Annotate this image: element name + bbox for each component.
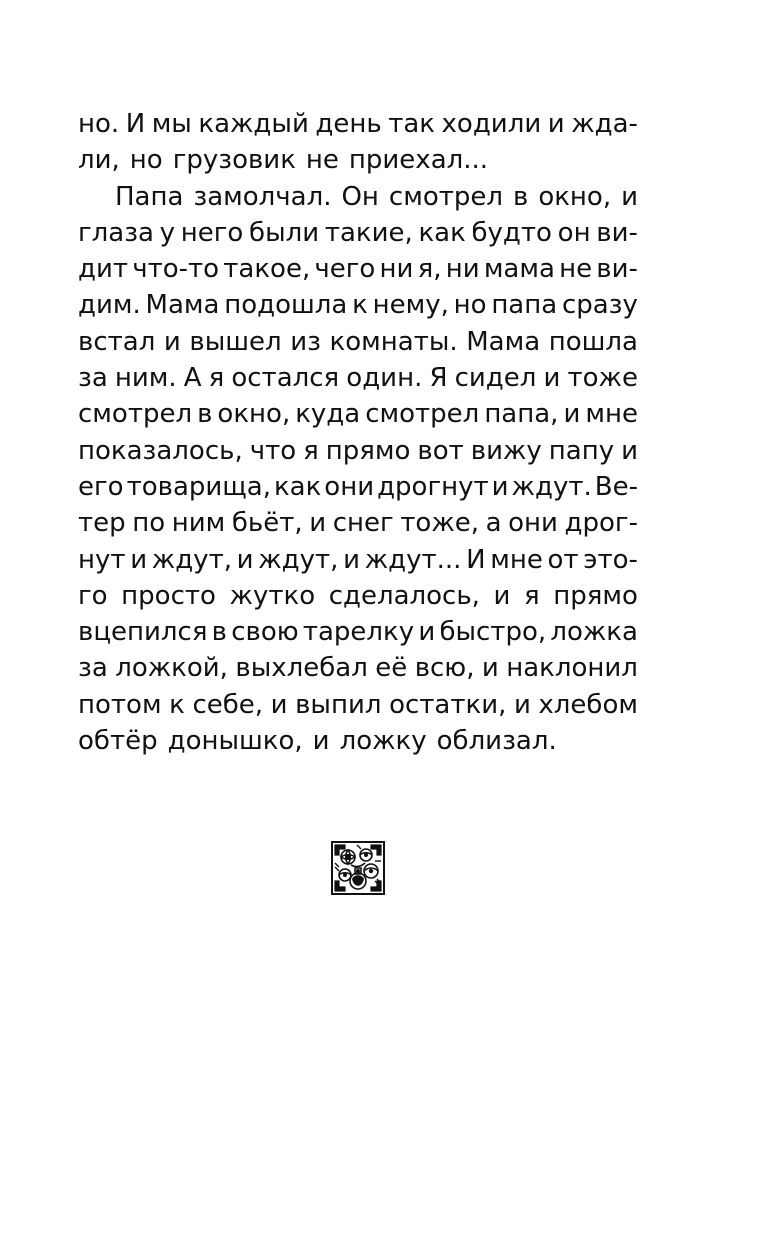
text-word: дрог- xyxy=(564,508,638,539)
text-word: просто xyxy=(121,580,216,611)
text-word: го xyxy=(78,580,108,611)
text-word: И xyxy=(466,544,486,575)
text-word: ни xyxy=(445,254,480,285)
text-line xyxy=(78,469,638,505)
text-word: комнаты. xyxy=(329,326,458,357)
text-word: товарища, xyxy=(126,471,271,502)
text-word: такое, xyxy=(223,254,311,285)
text-word: куда xyxy=(295,399,361,430)
text-word: не xyxy=(559,254,593,285)
text-word: это- xyxy=(583,544,638,575)
text-word: и xyxy=(343,544,361,575)
text-word: и xyxy=(270,689,288,720)
text-word: прямо xyxy=(325,435,411,466)
text-word: приехал... xyxy=(348,145,489,176)
text-word: Ве- xyxy=(594,471,638,502)
text-word: него xyxy=(180,217,244,248)
text-word: ли, xyxy=(78,145,120,176)
text-word: Мама xyxy=(466,326,541,357)
text-word: ходили xyxy=(441,109,542,139)
text-word: он xyxy=(557,217,591,248)
text-word: окно, xyxy=(217,399,291,430)
text-word: быстро, xyxy=(439,617,547,648)
text-line xyxy=(78,106,638,142)
text-word: И xyxy=(125,109,146,139)
text-word: тер xyxy=(78,508,126,539)
text-word: сразу xyxy=(561,290,638,321)
text-word: сделалось, xyxy=(328,580,480,611)
text-word: нут xyxy=(78,544,126,575)
text-word: её xyxy=(375,653,408,684)
text-word: донышко, xyxy=(167,726,303,757)
text-word: тоже xyxy=(567,363,638,394)
text-word: мне xyxy=(490,544,543,575)
text-word: ним. xyxy=(114,363,177,394)
text-word: ложкой, xyxy=(115,653,228,684)
text-word: и xyxy=(236,544,254,575)
text-line xyxy=(78,142,638,178)
text-word: остался xyxy=(231,363,340,394)
text-word: Он xyxy=(341,181,379,212)
text-word: ложку xyxy=(339,726,427,757)
text-word: дим. xyxy=(78,290,141,321)
text-word: ждут, xyxy=(258,544,339,575)
text-line xyxy=(78,287,638,323)
text-word: нему, xyxy=(372,290,449,321)
text-word: и xyxy=(547,109,565,139)
text-word: свою xyxy=(231,617,299,648)
text-word: тарелку xyxy=(302,617,415,648)
text-word: день xyxy=(315,109,382,139)
text-word: Мама xyxy=(145,290,220,321)
text-word: к xyxy=(352,290,368,321)
text-line xyxy=(78,324,638,360)
text-line xyxy=(78,614,638,650)
floral-ornament-icon xyxy=(331,841,385,895)
text-word: и xyxy=(493,580,511,611)
text-word: и xyxy=(543,363,561,394)
text-word: папа xyxy=(491,290,558,321)
text-word: и xyxy=(130,544,148,575)
text-word: Папа xyxy=(115,181,184,212)
text-word: выхлебал xyxy=(235,653,368,684)
text-word: облизал. xyxy=(436,726,557,757)
text-word: папа, xyxy=(484,399,559,430)
text-word: я xyxy=(524,580,540,611)
text-word: но. xyxy=(78,109,120,139)
text-word: встал xyxy=(78,326,156,357)
text-word: они xyxy=(324,471,375,502)
text-word: ни xyxy=(379,254,414,285)
text-word: чего xyxy=(314,254,376,285)
text-word: ждут. xyxy=(511,471,592,502)
text-line xyxy=(78,687,638,723)
text-line xyxy=(78,360,638,396)
text-word: мы xyxy=(151,109,192,139)
text-word: но xyxy=(453,290,487,321)
text-line xyxy=(78,251,638,287)
text-word: и xyxy=(563,399,581,430)
text-line xyxy=(78,542,638,578)
text-word: папу xyxy=(548,435,615,466)
text-word: такие, xyxy=(324,217,413,248)
text-word: бьёт, xyxy=(231,508,303,539)
text-word: ложка xyxy=(550,617,638,648)
text-word: замолчал. xyxy=(193,181,332,212)
text-word: что xyxy=(249,435,297,466)
text-word: дит xyxy=(78,254,129,285)
text-word: один. xyxy=(346,363,423,394)
text-word: А xyxy=(183,363,202,394)
text-word: как xyxy=(418,217,466,248)
text-word: и xyxy=(481,653,499,684)
text-word: в xyxy=(197,399,213,430)
text-word: пошла xyxy=(548,326,638,357)
text-line xyxy=(78,650,638,686)
text-word: и xyxy=(513,689,531,720)
text-word: по xyxy=(132,508,166,539)
text-word: от xyxy=(547,544,579,575)
text-line xyxy=(78,215,638,251)
text-word: вышел xyxy=(189,326,282,357)
text-word: вижу xyxy=(470,435,542,466)
text-word: я, xyxy=(417,254,442,285)
text-word: я xyxy=(303,435,319,466)
text-word: себе, xyxy=(192,689,264,720)
text-word: его xyxy=(78,471,124,502)
text-line xyxy=(78,723,638,759)
text-word: к xyxy=(169,689,185,720)
text-word: жутко xyxy=(229,580,316,611)
text-word: Я xyxy=(429,363,448,394)
text-word: я xyxy=(208,363,225,394)
text-word: грузовик xyxy=(172,145,296,176)
text-word: и xyxy=(621,435,638,466)
text-word: но xyxy=(129,145,163,176)
text-word: обтёр xyxy=(78,726,158,757)
text-word: вот xyxy=(417,435,464,466)
text-word: каждый xyxy=(198,109,309,139)
text-word: ви- xyxy=(596,254,638,285)
text-word: показалось, xyxy=(78,435,243,466)
text-word: как xyxy=(273,471,322,502)
text-word: будто xyxy=(471,217,552,248)
text-word: хлебом xyxy=(538,689,638,720)
text-word: ждут, xyxy=(151,544,232,575)
text-word: смотрел xyxy=(78,399,193,430)
text-word: из xyxy=(290,326,321,357)
text-word: тоже, xyxy=(400,508,480,539)
text-word: наклонил xyxy=(506,653,638,684)
text-word: что-то xyxy=(132,254,220,285)
text-line xyxy=(78,578,638,614)
text-line xyxy=(78,396,638,432)
text-word: всю, xyxy=(414,653,475,684)
text-word: были xyxy=(249,217,320,248)
text-word: и xyxy=(163,326,181,357)
text-word: они xyxy=(508,508,558,539)
text-word: и xyxy=(312,726,330,757)
text-word: и xyxy=(621,181,638,212)
text-word: мама xyxy=(483,254,555,285)
text-word: дрогнут xyxy=(377,471,489,502)
text-word: сидел xyxy=(454,363,537,394)
text-word: смотрел xyxy=(365,399,480,430)
text-line xyxy=(78,433,638,469)
text-word: жда- xyxy=(571,109,638,139)
text-word: выпил xyxy=(295,689,382,720)
text-word: и xyxy=(491,471,509,502)
text-word: окно, xyxy=(538,181,612,212)
text-word: смотрел xyxy=(388,181,504,212)
text-word: и xyxy=(309,508,327,539)
text-word: ним xyxy=(171,508,226,539)
text-word: а xyxy=(485,508,502,539)
text-word: остатки, xyxy=(389,689,507,720)
text-word: глаза xyxy=(78,217,154,248)
text-line xyxy=(78,179,638,215)
text-word: и xyxy=(418,617,436,648)
text-block xyxy=(78,106,638,759)
text-word: за xyxy=(78,653,108,684)
text-word: потом xyxy=(78,689,162,720)
text-word: у xyxy=(159,217,176,248)
text-word: подошла xyxy=(224,290,348,321)
text-word: за xyxy=(78,363,108,394)
text-word: в xyxy=(513,181,529,212)
text-word: ждут... xyxy=(364,544,462,575)
text-word: мне xyxy=(585,399,638,430)
text-word: так xyxy=(388,109,435,139)
text-word: вцепился xyxy=(78,617,208,648)
text-word: не xyxy=(305,145,339,176)
text-line xyxy=(78,505,638,541)
text-word: ви- xyxy=(596,217,638,248)
text-word: прямо xyxy=(553,580,638,611)
text-word: снег xyxy=(332,508,394,539)
text-word: в xyxy=(211,617,227,648)
